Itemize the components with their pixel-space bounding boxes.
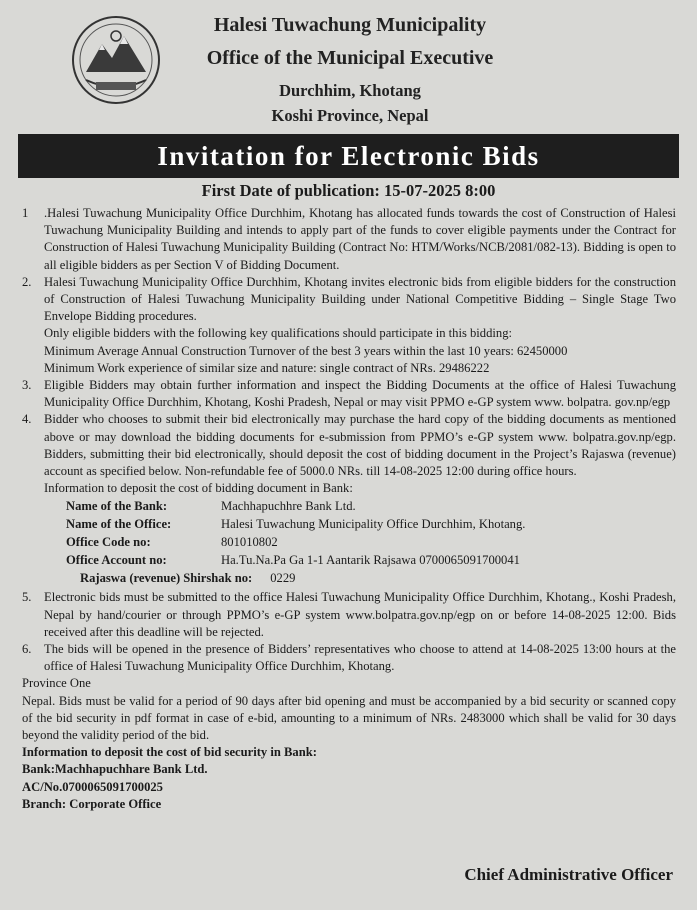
clause-number: 4. <box>22 412 32 427</box>
clause-2 <box>22 274 676 326</box>
clause-text: Eligible Bidders may obtain further information and inspect the Bidding Documents at the office of Halesi Tuwachung Municipality Office Durchhim, Khotang, Koshi Pradesh, Nepal or may visit PPMO e-GP system www. bolpatra. gov.np/egp <box>44 378 676 410</box>
bank-row <box>66 534 676 552</box>
bank-info-intro: Information to deposit the cost of bidding document in Bank: <box>44 481 353 496</box>
security-bank: Bank:Machhapuchhare Bank Ltd. <box>22 762 208 777</box>
office-name: Office of the Municipal Executive <box>206 47 494 69</box>
clause-number: 5. <box>22 590 32 605</box>
bank-row <box>66 516 676 534</box>
clause-5 <box>22 589 676 641</box>
office-location: Durchhim, Khotang <box>279 81 421 100</box>
notice-body <box>22 205 676 813</box>
bank-name-value: Machhapuchhre Bank Ltd. <box>221 499 356 514</box>
municipality-name: Halesi Tuwachung Municipality <box>213 14 487 36</box>
office-code-value: 801010802 <box>221 535 278 550</box>
bank-details <box>22 498 676 587</box>
clause-number: 1 <box>22 206 29 220</box>
bid-validity-text: Nepal. Bids must be valid for a period of 90 days after bid opening and must be accompanied by a bid security or scanned copy of the bid security in pdf format in case of e-bid, amounting to a minimum of NRs. 2483000 which shall be valid for 30 days beyond the validity period of the bid. <box>22 693 676 743</box>
notice-title-banner: Invitation for Electronic Bids <box>18 134 679 178</box>
province-line: Province One <box>22 676 91 691</box>
clause-number: 6. <box>22 642 32 657</box>
security-info-title: Information to deposit the cost of bid security in Bank: <box>22 745 317 760</box>
security-branch: Branch: Corporate Office <box>22 796 162 811</box>
qualification-turnover: Minimum Average Annual Construction Turnover of the best 3 years within the last 10 years: 62450000 <box>44 343 568 358</box>
office-account-value: Ha.Tu.Na.Pa Ga 1-1 Aantarik Rajsawa 0700065091700041 <box>221 552 520 567</box>
clause-4 <box>22 411 676 480</box>
bank-row <box>66 498 676 516</box>
office-code-label: Office Code no: <box>66 535 151 550</box>
clause-1 <box>22 205 676 274</box>
bank-name-label: Name of the Bank: <box>66 499 168 514</box>
clause-text: The bids will be opened in the presence of Bidders’ representatives who choose to attend at 14-08-2025 13:00 hours at the office of Halesi Tuwachung Municipality Office Durchhim, Khotang. <box>44 642 676 674</box>
clause-text: .Halesi Tuwachung Municipality Office Durchhim, Khotang has allocated funds towards the cost of Construction of Halesi Tuwachung Municipality Building and intends to apply part of the funds to cover eligible payments under the Contract for Construction of Halesi Tuwachung Municipality Building (Contract No: HTM/Works/NCB/2081/082-13). Bidding is open to all eligible bidders as per Section V of Bidding Document. <box>44 206 676 272</box>
clause-6 <box>22 641 676 675</box>
signatory-title: Chief Administrative Officer <box>464 865 673 884</box>
office-name-label: Name of the Office: <box>66 517 172 532</box>
rajaswa-label: Rajaswa (revenue) Shirshak no: <box>80 570 253 585</box>
office-account-label: Office Account no: <box>66 552 167 567</box>
clause-number: 2. <box>22 274 32 289</box>
office-name-value: Halesi Tuwachung Municipality Office Durchhim, Khotang. <box>221 517 526 532</box>
bank-row <box>66 570 676 588</box>
security-account: AC/No.0700065091700025 <box>22 779 163 794</box>
publication-date: First Date of publication: 15-07-2025 8:00 <box>201 181 496 200</box>
municipality-emblem-icon <box>70 14 162 106</box>
clause-text: Halesi Tuwachung Municipality Office Durchhim, Khotang invites electronic bids from eligible bidders for the construction of Construction of Halesi Tuwachung Municipality Building under National Competitive Bidding – Single Stage Two Envelope Bidding procedures. <box>44 274 676 324</box>
clause-3 <box>22 377 676 411</box>
clause-text: Bidder who chooses to submit their bid electronically may purchase the hard copy of the bidding documents as mentioned above or may download the bidding documents for e-submission from PPMO’s e-GP system www. bolpatra.gov.np/egp. Bidders, submitting their bid electronically, should deposit the cost of bidding document in the Project’s Rajaswa (revenue) account as specified below. Non-refundable fee of 5000.0 NRs. till 14-08-2025 12:00 during office hours. <box>44 412 676 479</box>
qualification-experience: Minimum Work experience of similar size and nature: single contract of NRs. 29486222 <box>44 360 490 375</box>
clause-number: 3. <box>22 378 32 393</box>
bank-row <box>66 552 676 570</box>
province-country: Koshi Province, Nepal <box>271 106 429 125</box>
clause-text: Electronic bids must be submitted to the office Halesi Tuwachung Municipality Office Durchhim, Khotang., Koshi Pradesh, Nepal by hand/courier or through PPMO’s e-GP system www.bolpatra.gov.np/egp on or before 14-08-2025 12:00. Bids received after this deadline will be rejected. <box>44 590 676 639</box>
rajaswa-value: 0229 <box>270 570 296 585</box>
qualification-intro: Only eligible bidders with the following key qualifications should participate in this bidding: <box>44 326 512 341</box>
